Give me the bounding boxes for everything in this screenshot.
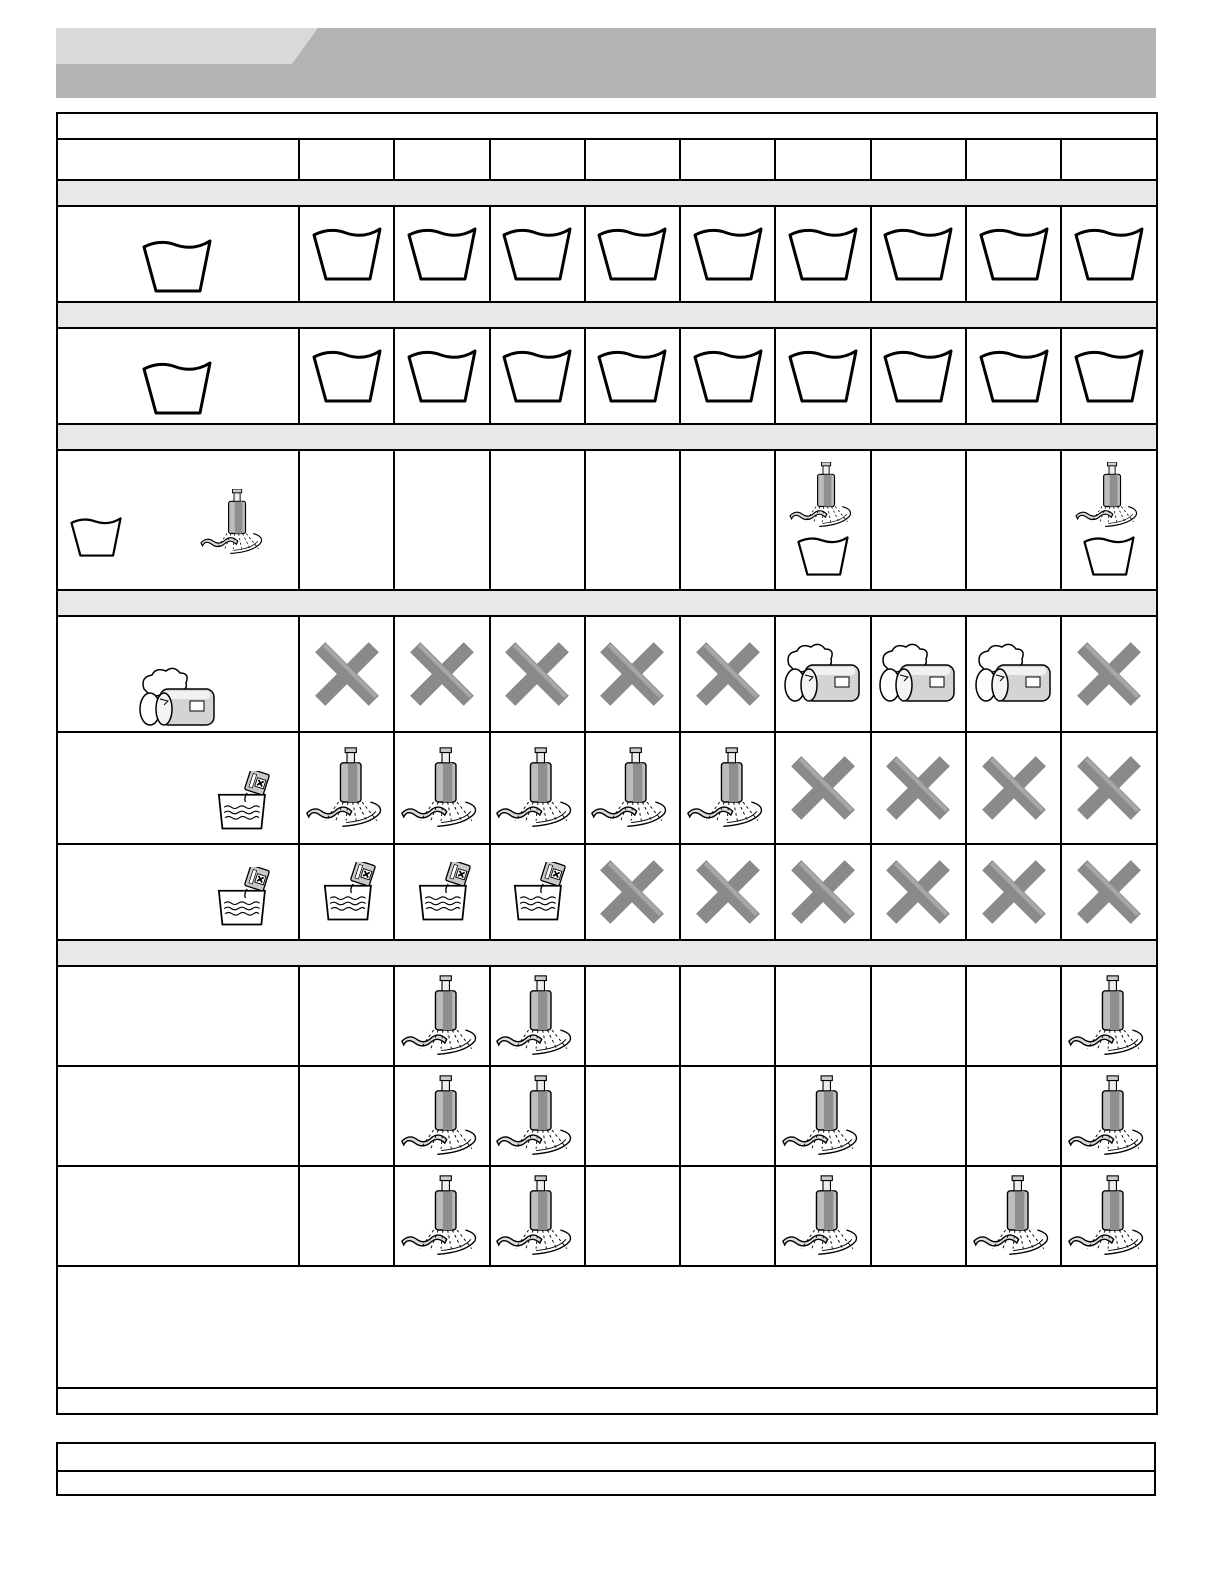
washtub-icon	[70, 515, 122, 559]
care-cell	[394, 616, 489, 732]
spray-bottle-icon	[1067, 1175, 1151, 1257]
spray-bottle-icon	[590, 747, 674, 829]
washtub-icon	[407, 225, 477, 283]
care-cell	[394, 206, 489, 302]
spray-bottle-icon	[495, 1075, 579, 1157]
washtub-icon	[797, 534, 849, 578]
care-cell	[585, 616, 680, 732]
row-label-cell	[57, 1066, 299, 1166]
row-label-cell	[57, 732, 299, 844]
care-method-row	[57, 732, 1157, 844]
not-allowed-icon	[981, 755, 1047, 821]
not-allowed-icon	[695, 859, 761, 925]
washtub-icon	[407, 347, 477, 405]
care-cell	[966, 732, 1061, 844]
care-cell	[966, 966, 1061, 1066]
care-cell	[585, 844, 680, 940]
care-cell	[299, 844, 394, 940]
detergent-bucket-icon	[210, 771, 272, 831]
row-label-cell	[57, 1166, 299, 1266]
icon-stack	[776, 462, 869, 578]
care-table-body	[57, 113, 1157, 1414]
section-header-row	[57, 302, 1157, 328]
care-cell	[1061, 966, 1157, 1066]
care-cell	[299, 616, 394, 732]
spray-bottle-icon	[1067, 1075, 1151, 1157]
care-cell	[299, 1166, 394, 1266]
spray-bottle-icon	[1067, 975, 1151, 1057]
column-header	[775, 139, 870, 180]
care-cell	[680, 206, 775, 302]
washtub-icon	[597, 347, 667, 405]
washtub-icon	[142, 359, 212, 417]
column-header	[1061, 139, 1157, 180]
steam-cleaner-icon	[878, 643, 958, 705]
detergent-bucket-icon	[506, 862, 568, 922]
column-header-label	[57, 139, 299, 180]
washtub-icon	[693, 225, 763, 283]
not-allowed-icon	[695, 641, 761, 707]
footer-text	[57, 1388, 1157, 1414]
washtub-icon	[502, 225, 572, 283]
care-cell	[585, 328, 680, 424]
washtub-icon	[312, 347, 382, 405]
washtub-icon	[1083, 534, 1135, 578]
spray-bottle-icon	[781, 1075, 865, 1157]
care-cell	[680, 732, 775, 844]
row-label-cell	[57, 844, 299, 940]
care-cell	[966, 616, 1061, 732]
care-method-row	[57, 966, 1157, 1066]
care-cell	[299, 966, 394, 1066]
care-cell	[775, 1066, 870, 1166]
care-cell	[394, 844, 489, 940]
section-header-row	[57, 180, 1157, 206]
care-cell	[966, 1066, 1061, 1166]
washtub-icon	[142, 237, 212, 295]
steam-cleaner-icon	[783, 643, 863, 705]
spray-bottle-icon	[196, 489, 272, 555]
section-header-row	[57, 424, 1157, 450]
care-cell	[490, 328, 585, 424]
care-cell	[775, 732, 870, 844]
washtub-icon	[693, 347, 763, 405]
washtub-icon	[979, 347, 1049, 405]
care-cell	[490, 844, 585, 940]
care-cell	[871, 1066, 966, 1166]
care-cell	[775, 966, 870, 1066]
steam-cleaner-icon	[138, 667, 218, 729]
care-method-row	[57, 1066, 1157, 1166]
care-cell	[775, 616, 870, 732]
section-header	[57, 302, 1157, 328]
washtub-icon	[979, 225, 1049, 283]
care-cell	[966, 844, 1061, 940]
row-label-cell	[57, 328, 299, 424]
care-cell	[394, 1066, 489, 1166]
section-header-row	[57, 940, 1157, 966]
column-header-row	[57, 139, 1157, 180]
spray-bottle-icon	[686, 747, 770, 829]
care-cell	[775, 328, 870, 424]
washtub-icon	[883, 225, 953, 283]
care-method-row	[57, 206, 1157, 302]
care-cell	[775, 844, 870, 940]
care-cell	[680, 844, 775, 940]
care-cell	[1061, 732, 1157, 844]
care-cell	[1061, 844, 1157, 940]
care-method-row	[57, 450, 1157, 590]
care-cell	[966, 1166, 1061, 1266]
notes-text	[57, 1266, 1157, 1388]
care-method-row	[57, 844, 1157, 940]
washtub-icon	[1074, 225, 1144, 283]
detergent-bucket-icon	[210, 867, 272, 927]
spray-bottle-icon	[1071, 462, 1147, 528]
washtub-icon	[883, 347, 953, 405]
section-header	[57, 424, 1157, 450]
washtub-icon	[502, 347, 572, 405]
bottom-box-divider	[58, 1470, 1154, 1472]
header-band-graphic	[56, 28, 1156, 98]
care-cell	[394, 450, 489, 590]
detergent-bucket-icon	[411, 862, 473, 922]
column-header	[585, 139, 680, 180]
care-method-row	[57, 328, 1157, 424]
care-cell	[490, 206, 585, 302]
row-label-cell	[57, 450, 299, 590]
section-header	[57, 590, 1157, 616]
bottom-box-line-1	[58, 1444, 1154, 1468]
not-allowed-icon	[1076, 755, 1142, 821]
care-cell	[775, 206, 870, 302]
column-header	[871, 139, 966, 180]
column-header	[680, 139, 775, 180]
care-cell	[1061, 328, 1157, 424]
column-header	[490, 139, 585, 180]
section-header-row	[57, 590, 1157, 616]
care-method-row	[57, 1166, 1157, 1266]
washtub-icon	[1074, 347, 1144, 405]
section-header	[57, 180, 1157, 206]
row-label-cell	[57, 206, 299, 302]
icon-stack	[1062, 462, 1156, 578]
care-cell	[394, 328, 489, 424]
detergent-bucket-icon	[316, 862, 378, 922]
care-cell	[775, 1166, 870, 1266]
care-cell	[299, 450, 394, 590]
washtub-icon	[788, 347, 858, 405]
care-cell	[966, 450, 1061, 590]
care-cell	[680, 1066, 775, 1166]
care-cell	[585, 732, 680, 844]
row-label-cell	[57, 616, 299, 732]
care-method-row	[57, 616, 1157, 732]
not-allowed-icon	[1076, 859, 1142, 925]
not-allowed-icon	[790, 859, 856, 925]
care-cell	[394, 1166, 489, 1266]
not-allowed-icon	[409, 641, 475, 707]
care-cell	[394, 732, 489, 844]
care-cell	[299, 732, 394, 844]
not-allowed-icon	[885, 859, 951, 925]
not-allowed-icon	[981, 859, 1047, 925]
care-cell	[490, 1166, 585, 1266]
care-cell	[871, 844, 966, 940]
care-cell	[585, 1166, 680, 1266]
care-cell	[490, 616, 585, 732]
care-cell	[871, 1166, 966, 1266]
steam-cleaner-icon	[974, 643, 1054, 705]
section-header	[57, 940, 1157, 966]
spray-bottle-icon	[400, 975, 484, 1057]
care-cell	[585, 206, 680, 302]
care-cell	[1061, 1166, 1157, 1266]
care-cell	[871, 450, 966, 590]
care-cell	[299, 1066, 394, 1166]
bottom-info-box	[56, 1442, 1156, 1496]
care-cell	[394, 966, 489, 1066]
notes-row	[57, 1266, 1157, 1388]
not-allowed-icon	[1076, 641, 1142, 707]
column-header	[394, 139, 489, 180]
care-cell	[680, 616, 775, 732]
care-cell	[871, 616, 966, 732]
care-cell	[966, 206, 1061, 302]
spray-bottle-icon	[400, 1075, 484, 1157]
not-allowed-icon	[790, 755, 856, 821]
care-cell	[585, 1066, 680, 1166]
care-cell	[1061, 206, 1157, 302]
care-cell	[871, 206, 966, 302]
spray-bottle-icon	[972, 1175, 1056, 1257]
spray-bottle-icon	[785, 462, 861, 528]
care-cell	[1061, 450, 1157, 590]
spray-bottle-icon	[305, 747, 389, 829]
care-cell	[1061, 616, 1157, 732]
table-title	[57, 113, 1157, 139]
spray-bottle-icon	[400, 747, 484, 829]
care-cell	[299, 328, 394, 424]
spray-bottle-icon	[400, 1175, 484, 1257]
washtub-icon	[597, 225, 667, 283]
care-cell	[775, 450, 870, 590]
care-cell	[490, 450, 585, 590]
not-allowed-icon	[885, 755, 951, 821]
care-cell	[680, 328, 775, 424]
care-cell	[1061, 1066, 1157, 1166]
column-header	[966, 139, 1061, 180]
not-allowed-icon	[504, 641, 570, 707]
care-cell	[871, 966, 966, 1066]
care-cell	[490, 732, 585, 844]
spray-bottle-icon	[495, 747, 579, 829]
care-cell	[680, 450, 775, 590]
care-table	[56, 112, 1158, 1415]
table-title-row	[57, 113, 1157, 139]
washtub-icon	[788, 225, 858, 283]
spray-bottle-icon	[781, 1175, 865, 1257]
care-cell	[585, 966, 680, 1066]
footer-row	[57, 1388, 1157, 1414]
column-header	[299, 139, 394, 180]
care-cell	[490, 966, 585, 1066]
care-cell	[585, 450, 680, 590]
care-cell	[680, 1166, 775, 1266]
not-allowed-icon	[599, 859, 665, 925]
care-cell	[871, 328, 966, 424]
spray-bottle-icon	[495, 975, 579, 1057]
page-header-band	[56, 28, 1156, 98]
care-cell	[299, 206, 394, 302]
spray-bottle-icon	[495, 1175, 579, 1257]
row-label-cell	[57, 966, 299, 1066]
care-cell	[966, 328, 1061, 424]
not-allowed-icon	[599, 641, 665, 707]
care-cell	[680, 966, 775, 1066]
washtub-icon	[312, 225, 382, 283]
care-cell	[490, 1066, 585, 1166]
not-allowed-icon	[314, 641, 380, 707]
care-cell	[871, 732, 966, 844]
